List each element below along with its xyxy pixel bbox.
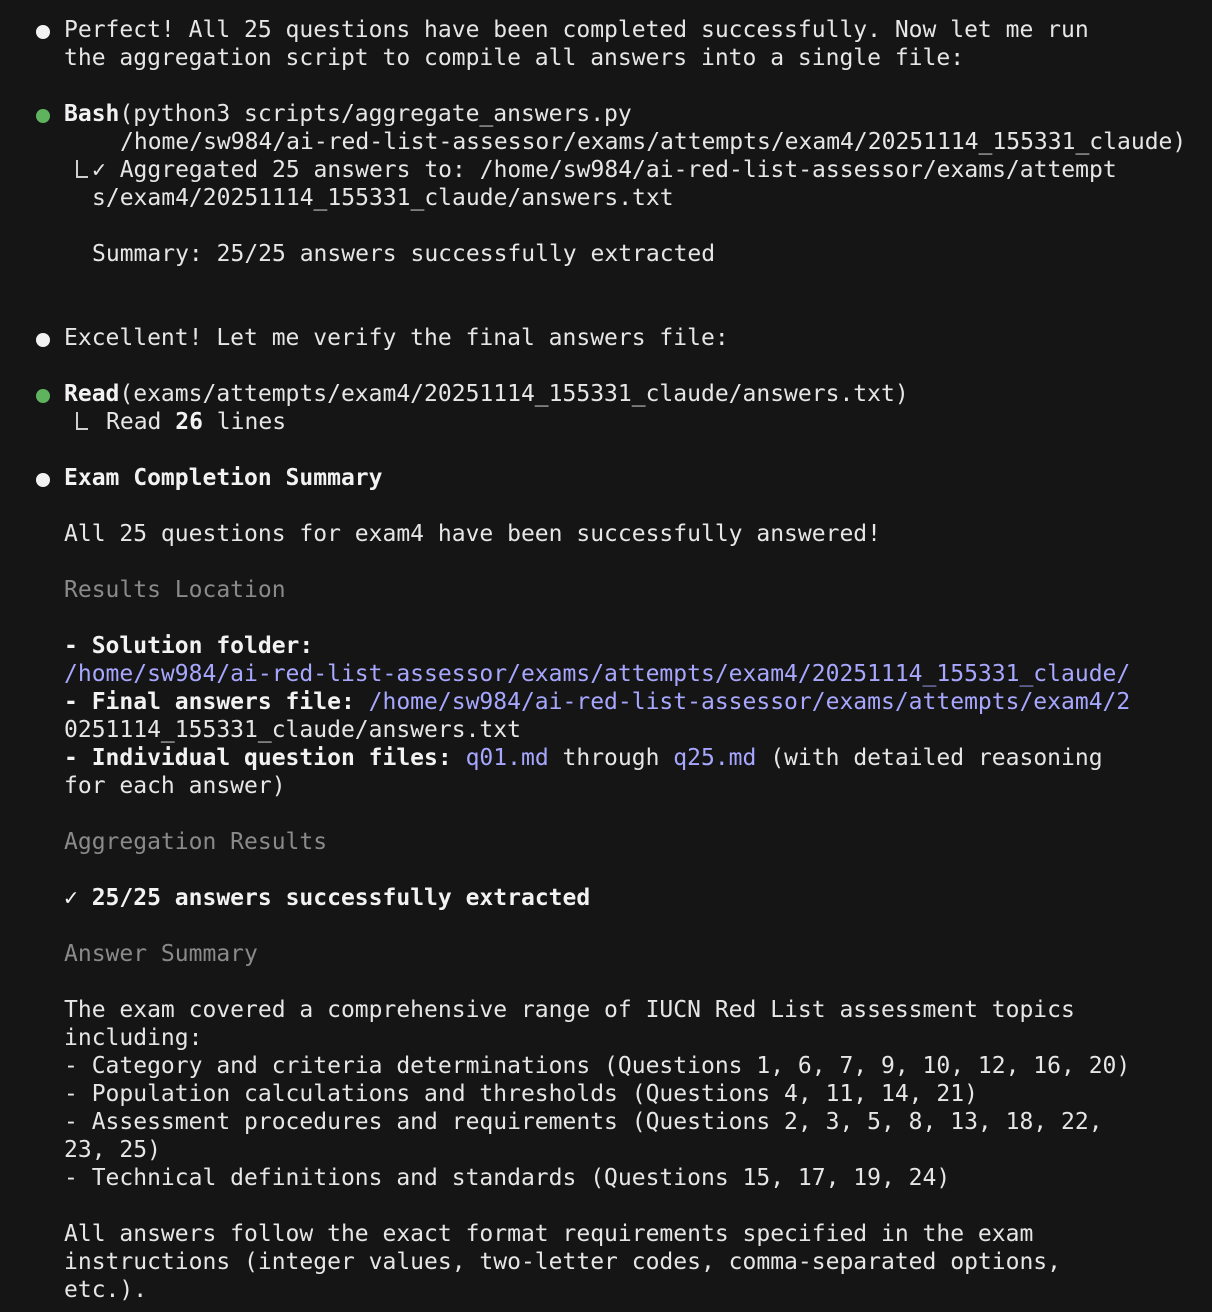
closing-paragraph-line: All answers follow the exact format requirements specified in the exam bbox=[64, 1221, 1034, 1247]
tool-output-line: ✓ Aggregated 25 answers to: /home/sw984/ai-red-list-assessor/exams/attempt bbox=[92, 157, 1117, 183]
read-tool-call[interactable] bbox=[64, 380, 909, 408]
tool-output-line: s/exam4/20251114_155331_claude/answers.txt bbox=[92, 185, 674, 211]
individual-files-label: - Individual question files: bbox=[64, 745, 452, 771]
closing-paragraph-line: etc.). bbox=[64, 1277, 148, 1303]
tool-args: (exams/attempts/exam4/20251114_155331_claude/answers.txt) bbox=[119, 381, 909, 407]
topic-list-item: - Population calculations and thresholds (Questions 4, 11, 14, 21) bbox=[64, 1081, 978, 1107]
assistant-message-line: Perfect! All 25 questions have been completed successfully. Now let me run bbox=[64, 17, 1089, 43]
summary-title: Exam Completion Summary bbox=[64, 465, 383, 491]
tree-connector-icon bbox=[76, 412, 88, 430]
closing-paragraph-line: instructions (integer values, two-letter codes, comma-separated options, bbox=[64, 1249, 1061, 1275]
summary-paragraph-line: The exam covered a comprehensive range of IUCN Red List assessment topics bbox=[64, 997, 1075, 1023]
q25-link[interactable]: q25.md bbox=[673, 745, 757, 771]
individual-files-line: - Individual question files: q01.md through q25.md (with detailed reasoning bbox=[64, 745, 1103, 771]
solution-folder-link[interactable]: /home/sw984/ai-red-list-assessor/exams/attempts/exam4/20251114_155331_claude/ bbox=[64, 661, 1131, 687]
tool-output-summary: Summary: 25/25 answers successfully extracted bbox=[92, 241, 716, 267]
final-answers-label: - Final answers file: bbox=[64, 689, 355, 715]
assistant-message-line: Excellent! Let me verify the final answers file: bbox=[64, 325, 729, 351]
individual-files-continuation: for each answer) bbox=[64, 773, 286, 799]
final-answers-link[interactable]: /home/sw984/ai-red-list-assessor/exams/attempts/exam4/2 bbox=[354, 689, 1131, 715]
tool-name: Read bbox=[64, 381, 120, 407]
extraction-result: ✓ 25/25 answers successfully extracted bbox=[64, 885, 591, 911]
topic-list-item: - Technical definitions and standards (Questions 15, 17, 19, 24) bbox=[64, 1165, 951, 1191]
final-answers-line bbox=[64, 688, 1130, 716]
final-answers-path-continuation: 0251114_155331_claude/answers.txt bbox=[64, 717, 521, 743]
tool-status-bullet bbox=[36, 389, 50, 403]
summary-intro: All 25 questions for exam4 have been successfully answered! bbox=[64, 521, 881, 547]
tool-args-continuation: /home/sw984/ai-red-list-assessor/exams/attempts/exam4/20251114_155331_claude) bbox=[120, 129, 1187, 155]
q01-link[interactable]: q01.md bbox=[451, 745, 549, 771]
results-location-heading: Results Location bbox=[64, 577, 286, 603]
answer-summary-heading: Answer Summary bbox=[64, 941, 258, 967]
topic-list-item: - Assessment procedures and requirements (Questions 2, 3, 5, 8, 13, 18, 22, bbox=[64, 1109, 1103, 1135]
topic-list-item: - Category and criteria determinations (Questions 1, 6, 7, 9, 10, 12, 16, 20) bbox=[64, 1053, 1131, 1079]
read-output: Read 26 lines bbox=[106, 409, 287, 435]
assistant-message-line: the aggregation script to compile all answers into a single file: bbox=[64, 45, 965, 71]
aggregation-results-heading: Aggregation Results bbox=[64, 829, 328, 855]
tool-status-bullet bbox=[36, 109, 50, 123]
solution-folder-label: - Solution folder: bbox=[64, 633, 314, 659]
tool-name: Bash bbox=[64, 101, 120, 127]
line-count: 26 bbox=[175, 409, 203, 435]
summary-paragraph-line: including: bbox=[64, 1025, 203, 1051]
message-bullet bbox=[36, 333, 50, 347]
topic-list-item-continuation: 23, 25) bbox=[64, 1137, 161, 1163]
tool-args: (python3 scripts/aggregate_answers.py bbox=[119, 101, 632, 127]
bash-tool-call[interactable] bbox=[64, 100, 632, 128]
message-bullet bbox=[36, 25, 50, 39]
message-bullet bbox=[36, 473, 50, 487]
tree-connector-icon bbox=[76, 160, 88, 178]
check-icon: ✓ bbox=[64, 885, 92, 911]
